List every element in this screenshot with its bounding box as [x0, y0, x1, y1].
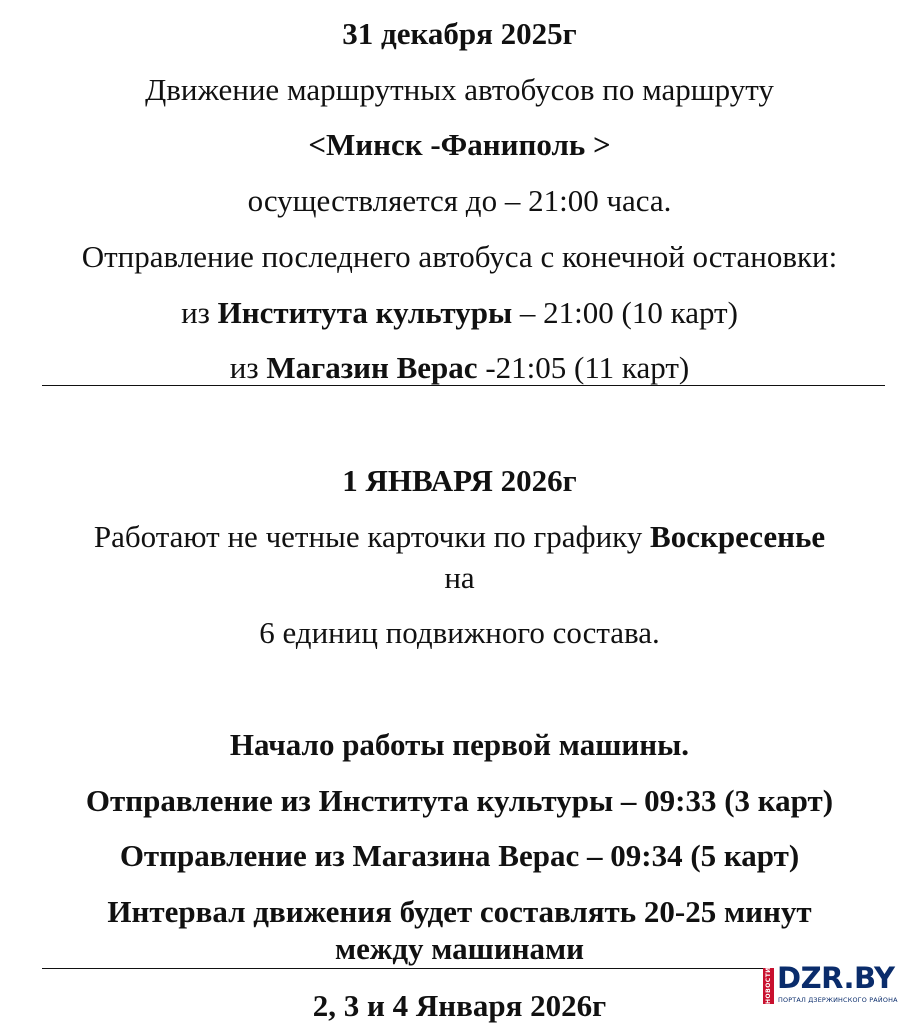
schedule-type-prefix: Работают не четные карточки по графику	[93, 519, 651, 554]
date-heading-dec31: 31 декабря 2025г	[342, 16, 577, 51]
first-departure-2: Отправление из Магазина Верас – 09:34 (5 карт)	[119, 838, 800, 873]
service-end-time: осуществляется до – 21:00 часа.	[247, 183, 672, 218]
stop-2-name: Магазин Верас	[266, 350, 478, 385]
route-name: <Минск -Фаниполь >	[308, 127, 611, 162]
interval-text-continued: между машинами	[334, 931, 585, 966]
interval-text: Интервал движения будет составлять 20-25 минут	[107, 894, 812, 929]
schedule-type-continued: на	[444, 560, 475, 595]
logo-name: DZR.BY	[777, 961, 895, 995]
last-departure-text: Отправление последнего автобуса с конечной остановки:	[81, 239, 838, 274]
schedule-type-bold: Воскресенье	[650, 519, 826, 554]
schedule-type-text	[0, 521, 919, 552]
dzr-logo	[763, 961, 905, 1006]
logo-subtitle: ПОРТАЛ ДЗЕРЖИНСКОГО РАЙОНА	[778, 996, 898, 1004]
stop-2-time: -21:05 (11 карт)	[477, 350, 690, 385]
vehicle-count-text: 6 единиц подвижного состава.	[259, 615, 660, 650]
logo-news-tag: НОВОСТИ	[765, 967, 772, 1004]
stop-2-prefix: из	[229, 350, 267, 385]
stop-1-name: Института культуры	[217, 295, 513, 330]
date-heading-jan2-4: 2, 3 и 4 Января 2026г	[312, 988, 607, 1023]
route-intro-text: Движение маршрутных автобусов по маршруту	[145, 72, 774, 107]
first-vehicle-title: Начало работы первой машины.	[229, 727, 690, 762]
date-heading-jan1: 1 ЯНВАРЯ 2026г	[342, 463, 577, 498]
section-divider-2	[42, 968, 885, 969]
stop-1-prefix: из	[181, 295, 218, 330]
section-divider-1	[42, 385, 885, 386]
first-departure-1: Отправление из Института культуры – 09:33 (3 карт)	[85, 783, 834, 818]
last-departure-stop-2	[0, 352, 919, 383]
last-departure-stop-1	[0, 297, 919, 328]
stop-1-time: – 21:00 (10 карт)	[512, 295, 738, 330]
